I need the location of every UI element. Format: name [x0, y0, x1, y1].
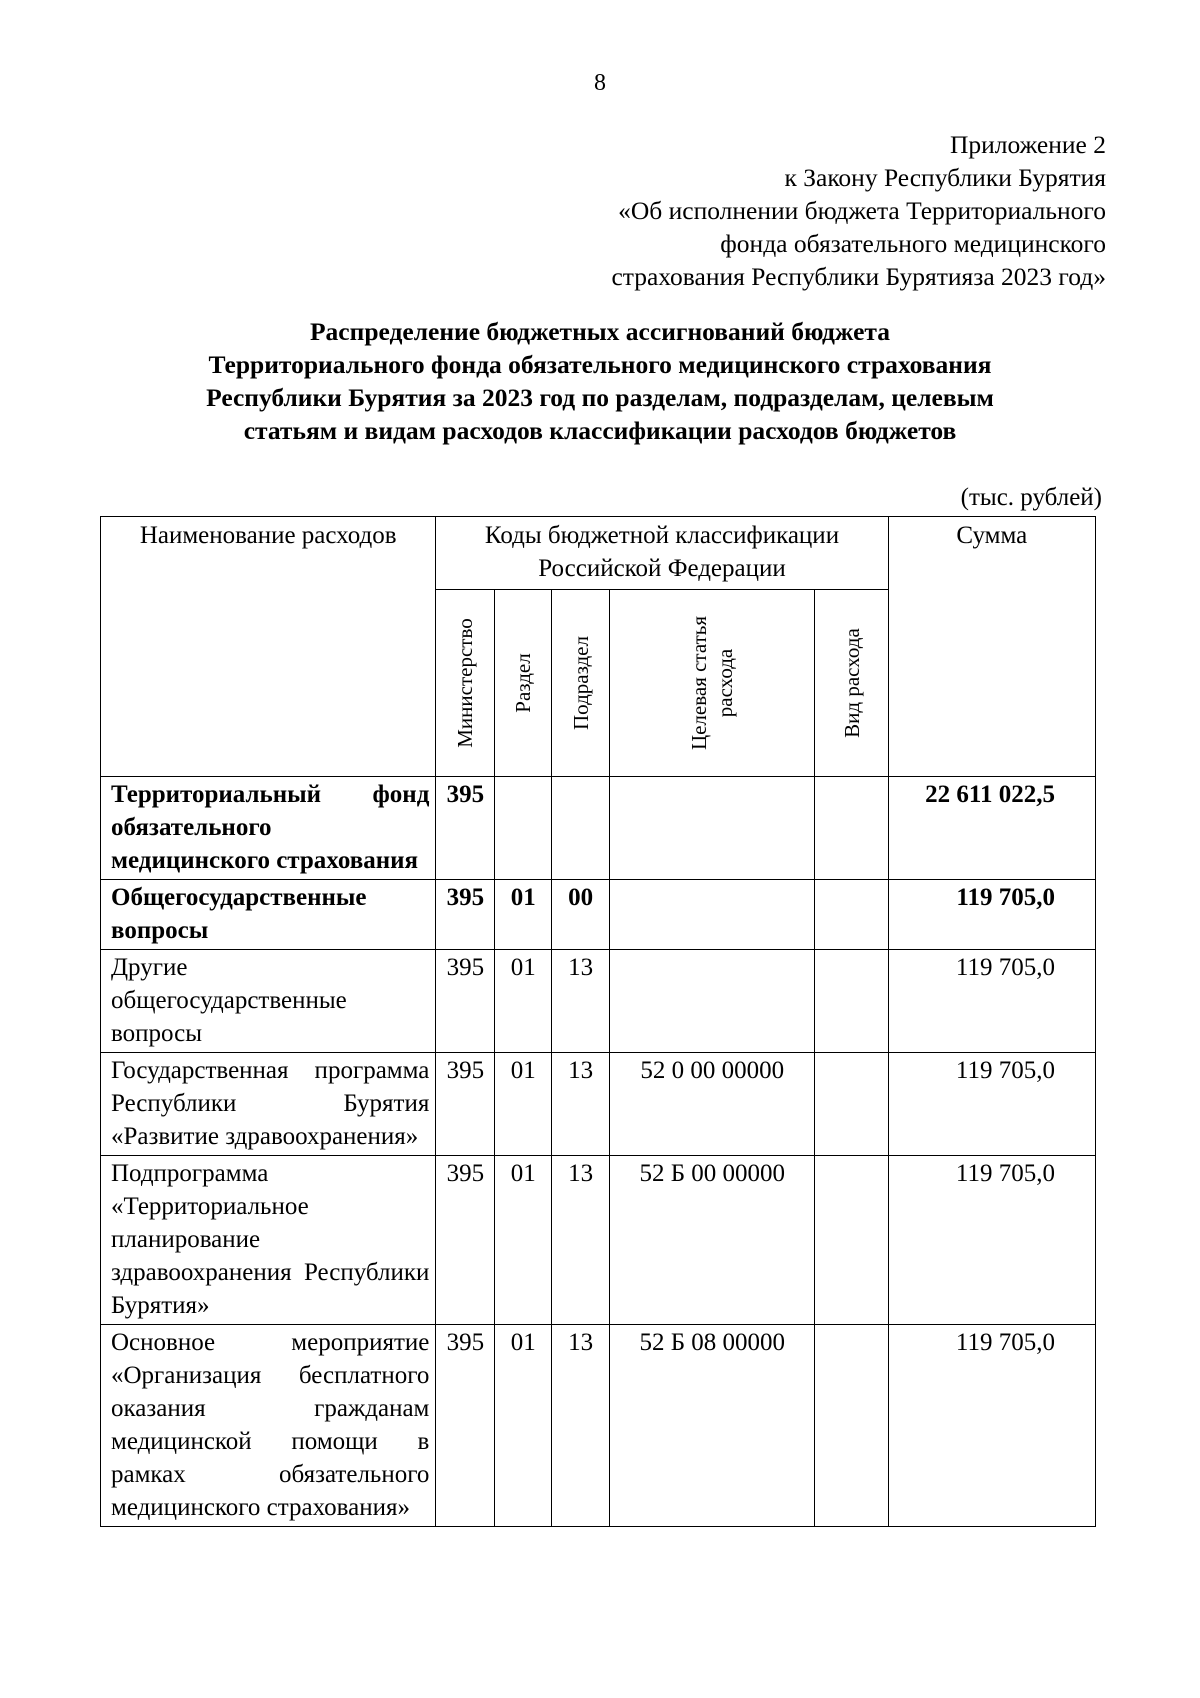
row-ministry: 395	[436, 1156, 495, 1325]
row-ministry: 395	[436, 950, 495, 1053]
row-name: Общегосударственные вопросы	[101, 880, 436, 950]
row-section: 01	[495, 1325, 552, 1527]
row-section: 01	[495, 1053, 552, 1156]
header-target-label	[686, 616, 738, 750]
row-sum: 119 705,0	[888, 1325, 1095, 1527]
header-name: Наименование расходов	[101, 517, 436, 777]
table-row	[101, 1325, 1096, 1527]
appendix-line: к Закону Республики Бурятия	[784, 163, 1106, 192]
row-subsection: 00	[552, 880, 610, 950]
header-expense-type	[815, 590, 888, 777]
header-codes-line: Российской Федерации	[538, 555, 786, 582]
row-sum: 119 705,0	[888, 880, 1095, 950]
row-section: 01	[495, 1156, 552, 1325]
row-section: 01	[495, 950, 552, 1053]
row-name: Подпрограмма «Территориальное планирование здравоохранения Республики Бурятия»	[101, 1156, 436, 1325]
row-type	[815, 777, 888, 880]
table-row	[101, 880, 1096, 950]
title-line: Территориального фонда обязательного медицинского страхования	[208, 350, 992, 379]
row-target: 52 0 00 00000	[610, 1053, 815, 1156]
row-subsection: 13	[552, 1156, 610, 1325]
row-target: 52 Б 00 00000	[610, 1156, 815, 1325]
header-target-line: расхода	[713, 648, 738, 718]
row-name: Государственная программа Республики Бурятия «Развитие здравоохранения»	[101, 1053, 436, 1156]
row-ministry: 395	[436, 880, 495, 950]
appendix-line: страхования Республики Бурятияза 2023 год»	[611, 262, 1106, 291]
title-line: Республики Бурятия за 2023 год по разделам, подразделам, целевым	[206, 383, 994, 412]
row-sum: 22 611 022,5	[888, 777, 1095, 880]
row-target: 52 Б 08 00000	[610, 1325, 815, 1527]
page-number: 8	[594, 70, 606, 96]
table-row	[101, 950, 1096, 1053]
row-type	[815, 950, 888, 1053]
header-target-line: Целевая статья	[687, 615, 712, 751]
row-section	[495, 777, 552, 880]
row-sum: 119 705,0	[888, 950, 1095, 1053]
row-subsection: 13	[552, 1053, 610, 1156]
header-ministry-label: Министерство	[453, 618, 478, 748]
header-subsection	[552, 590, 610, 777]
row-name: Другие общегосударственные вопросы	[101, 950, 436, 1053]
row-sum: 119 705,0	[888, 1053, 1095, 1156]
row-subsection	[552, 777, 610, 880]
header-codes	[436, 517, 888, 590]
budget-table	[100, 516, 1096, 1527]
row-type	[815, 1156, 888, 1325]
header-row	[101, 517, 1096, 590]
appendix-line: фонда обязательного медицинского	[720, 229, 1106, 258]
table-row	[101, 1053, 1096, 1156]
row-target	[610, 777, 815, 880]
row-subsection: 13	[552, 950, 610, 1053]
row-type	[815, 880, 888, 950]
row-sum: 119 705,0	[888, 1156, 1095, 1325]
appendix-block	[466, 128, 1106, 293]
header-section	[495, 590, 552, 777]
row-name: Основное мероприятие «Организация бесплатного оказания гражданам медицинской помощи в рамках обязательного медицинского страхования»	[101, 1325, 436, 1527]
units-label: (тыс. рублей)	[960, 484, 1102, 511]
header-codes-line: Коды бюджетной классификации	[484, 522, 840, 549]
appendix-line: Приложение 2	[950, 130, 1106, 159]
header-ministry	[436, 590, 495, 777]
document-title	[100, 315, 1100, 447]
header-sum: Сумма	[888, 517, 1095, 777]
title-line: статьям и видам расходов классификации расходов бюджетов	[243, 416, 957, 445]
row-subsection: 13	[552, 1325, 610, 1527]
header-section-label: Раздел	[511, 653, 536, 713]
row-type	[815, 1053, 888, 1156]
title-line: Распределение бюджетных ассигнований бюджета	[309, 317, 890, 346]
row-name: Территориальный фонд обязательного медицинского страхования	[101, 777, 436, 880]
header-expense-type-label: Вид расхода	[839, 628, 864, 738]
table-row	[101, 1156, 1096, 1325]
row-ministry: 395	[436, 1053, 495, 1156]
row-type	[815, 1325, 888, 1527]
table-row	[101, 777, 1096, 880]
row-ministry: 395	[436, 777, 495, 880]
header-target	[610, 590, 815, 777]
row-target	[610, 950, 815, 1053]
row-target	[610, 880, 815, 950]
appendix-line: «Об исполнении бюджета Территориального	[618, 196, 1106, 225]
row-section: 01	[495, 880, 552, 950]
header-subsection-label: Подраздел	[568, 636, 593, 730]
row-ministry: 395	[436, 1325, 495, 1527]
